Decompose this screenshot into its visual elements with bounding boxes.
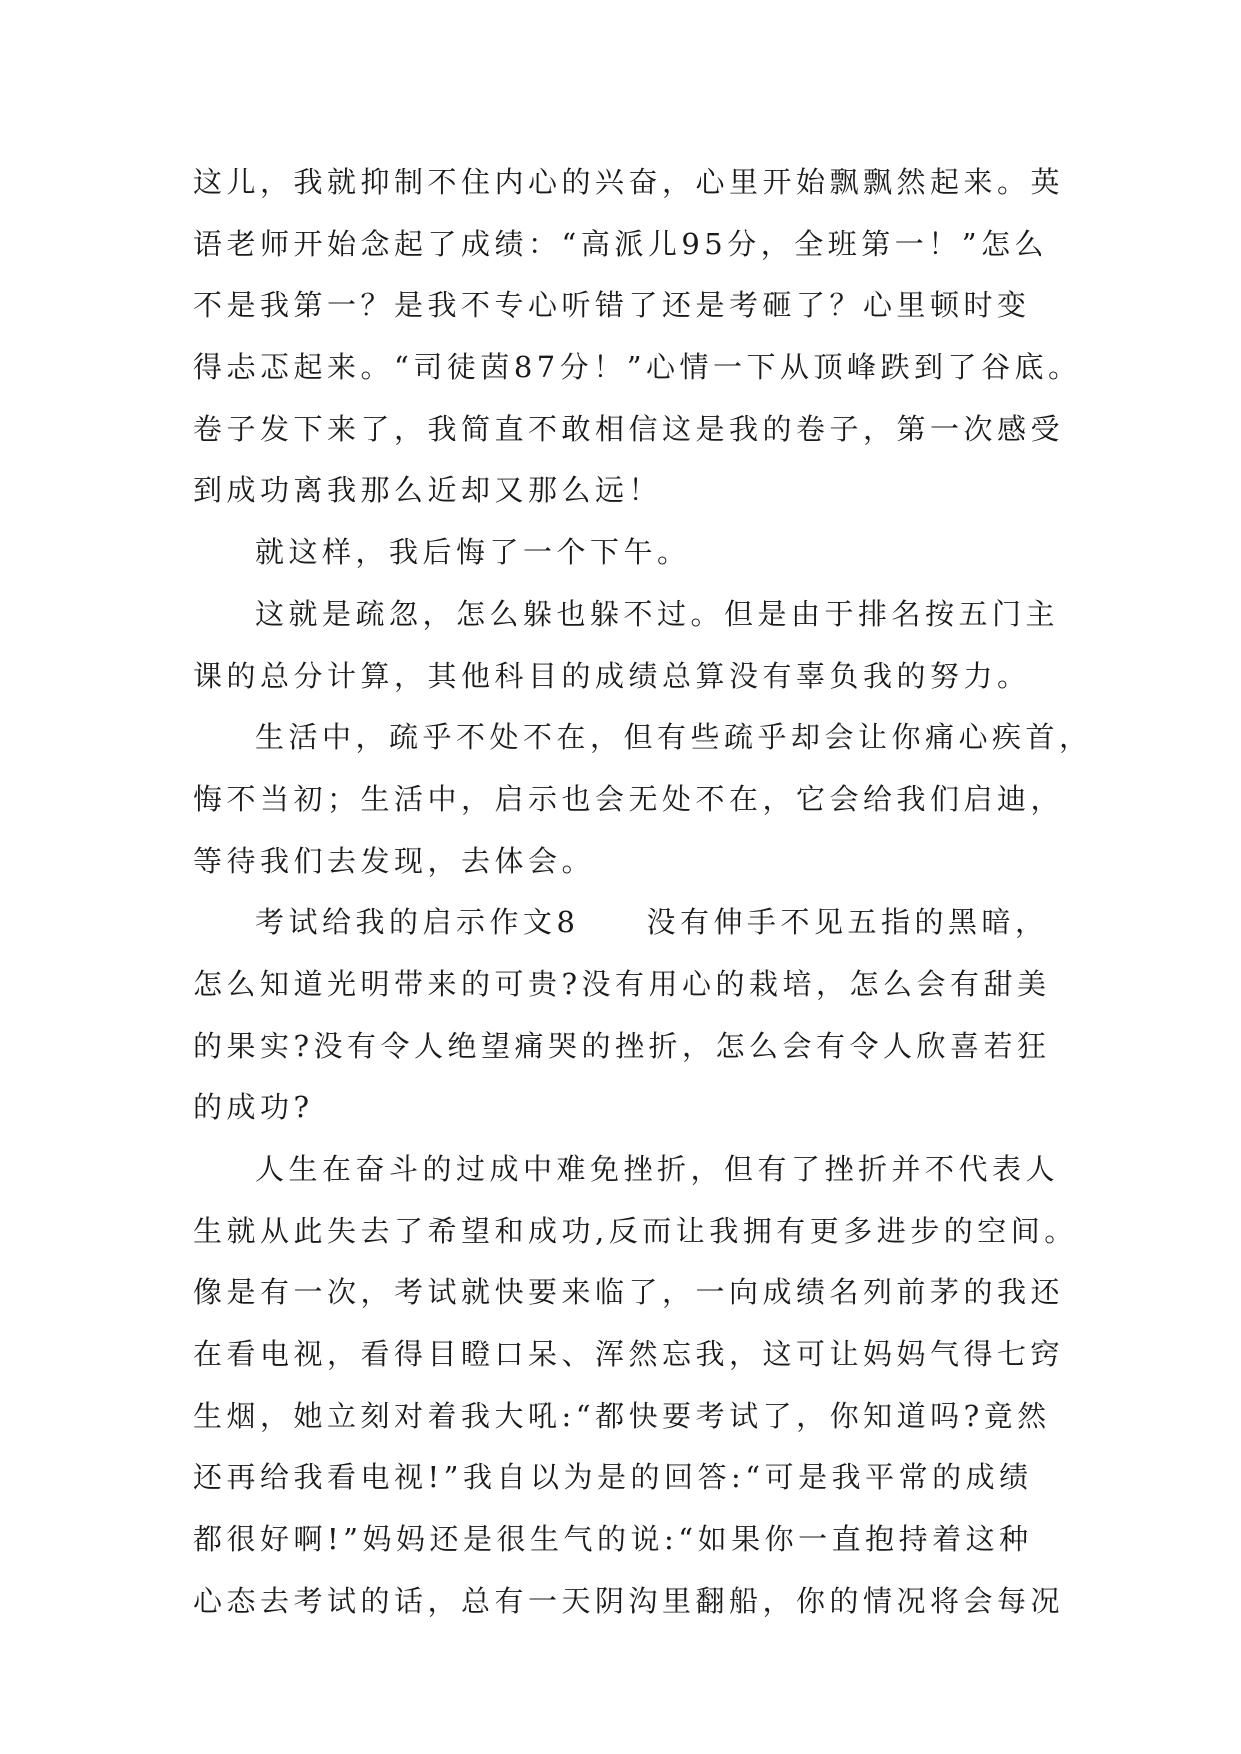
body-text — [193, 152, 1093, 1633]
text-line: 生活中，疏乎不处不在，但有些疏乎却会让你痛心疾首， — [255, 720, 1093, 755]
text-line: 课的总分计算，其他科目的成绩总算没有辜负我的努力。 — [193, 658, 1031, 693]
text-line: 生就从此失去了希望和成功,反而让我拥有更多进步的空间。 — [193, 1213, 1078, 1248]
text-line: 得忐忑起来。“司徒茵87分！”心情一下从顶峰跌到了谷底。 — [193, 350, 1082, 385]
text-line: 这儿，我就抑制不住内心的兴奋，心里开始飘飘然起来。英 — [193, 165, 1065, 199]
text-line: 生烟，她立刻对着我大吼:“都快要考试了，你知道吗?竟然 — [193, 1398, 1051, 1433]
text-line: 怎么知道光明带来的可贵?没有用心的栽培，怎么会有甜美 — [193, 966, 1051, 1001]
text-line: 语老师开始念起了成绩：“高派儿95分，全班第一！”怎么 — [193, 226, 1049, 261]
text-line: 在看电视，看得目瞪口呆、浑然忘我，这可让妈妈气得七窍 — [193, 1337, 1065, 1372]
text-line: 的成功? — [193, 1090, 314, 1125]
section-heading-line: 考试给我的启示作文8 没有伸手不见五指的黑暗， — [255, 905, 1049, 940]
text-line: 卷子发下来了，我简直不敢相信这是我的卷子，第一次感受 — [193, 411, 1065, 446]
text-line: 心态去考试的话，总有一天阴沟里翻船，你的情况将会每况 — [193, 1583, 1065, 1618]
text-line: 这就是疏忽，怎么躲也躲不过。但是由于排名按五门主 — [255, 596, 1060, 631]
text-line: 不是我第一？是我不专心听错了还是考砸了？心里顿时变 — [193, 288, 1031, 323]
text-line: 人生在奋斗的过成中难免挫折，但有了挫折并不代表人 — [255, 1152, 1060, 1186]
text-line: 等待我们去发现，去体会。 — [193, 843, 596, 878]
text-line: 的果实?没有令人绝望痛哭的挫折，怎么会有令人欣喜若狂 — [193, 1028, 1051, 1063]
text-line: 都很好啊!”妈妈还是很生气的说:“如果你一直抱持着这种 — [193, 1522, 1033, 1557]
text-line: 就这样，我后悔了一个下午。 — [255, 535, 691, 570]
text-line: 悔不当初；生活中，启示也会无处不在，它会给我们启迪， — [193, 781, 1065, 816]
text-line: 像是有一次，考试就快要来临了，一向成绩名列前茅的我还 — [193, 1275, 1065, 1310]
text-line: 到成功离我那么近却又那么远！ — [193, 473, 663, 508]
text-line: 还再给我看电视!”我自以为是的回答:“可是我平常的成绩 — [193, 1460, 1033, 1495]
